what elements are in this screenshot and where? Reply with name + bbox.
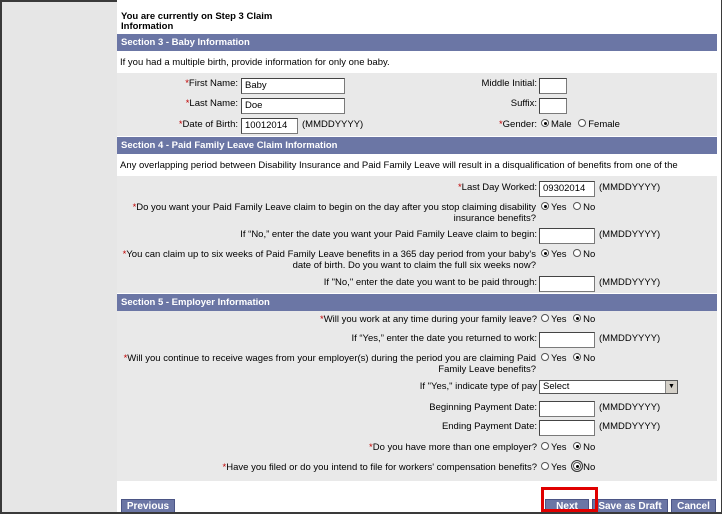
returned-to-work-input[interactable] — [539, 332, 595, 348]
pay-type-select[interactable] — [539, 380, 678, 394]
workers-comp-radio-group — [541, 462, 595, 473]
date-of-birth-input[interactable]: 10012014 — [241, 118, 298, 134]
suffix-input[interactable] — [539, 98, 567, 114]
multiple-employers-radio-group — [541, 442, 595, 453]
six-weeks-question: *You can claim up to six weeks of Paid Family Leave benefits in a 365 day period from your baby's date of birth. Do you want to claim the full six weeks now? — [122, 249, 536, 271]
cancel-button[interactable]: Cancel — [671, 499, 716, 512]
gender-radio-group — [541, 119, 620, 130]
section-3-header: Section 3 - Baby Information — [117, 34, 717, 51]
last-name-input[interactable]: Doe — [241, 98, 345, 114]
ending-payment-date-input[interactable] — [539, 420, 595, 436]
six-weeks-yes-label: Yes — [551, 249, 567, 260]
begin-claim-yes-label: Yes — [551, 202, 567, 213]
multiple-employers-no-radio[interactable] — [573, 442, 581, 450]
work-during-leave-no-radio[interactable] — [573, 314, 581, 322]
multiple-employers-no-label: No — [583, 442, 596, 453]
last-name-label: *Last Name: — [185, 98, 238, 109]
if-no-begin-date-input[interactable] — [539, 228, 595, 244]
pay-type-selected-value: Select — [543, 381, 570, 392]
workers-comp-question: *Have you filed or do you intend to file for workers' compensation benefits? — [222, 462, 537, 473]
ending-payment-date-format: (MMDDYYYY) — [599, 421, 661, 432]
gender-female-radio[interactable] — [578, 119, 586, 127]
continue-wages-yes-label: Yes — [551, 353, 567, 364]
continue-wages-no-radio[interactable] — [573, 353, 581, 361]
six-weeks-no-radio[interactable] — [573, 249, 581, 257]
section-4-header: Section 4 - Paid Family Leave Claim Information — [117, 137, 717, 154]
pay-type-label: If "Yes," indicate type of pay — [419, 381, 537, 392]
next-button-highlight — [541, 487, 598, 512]
continue-wages-radio-group — [541, 353, 595, 364]
middle-initial-input[interactable] — [539, 78, 567, 94]
section-5-header: Section 5 - Employer Information — [117, 294, 717, 311]
if-no-begin-date-label: If “No,” enter the date you want your Paid Family Leave claim to begin: — [240, 229, 537, 240]
chevron-down-icon: ▼ — [665, 381, 677, 393]
work-during-leave-question: *Will you work at any time during your family leave? — [319, 314, 537, 325]
begin-claim-no-label: No — [583, 202, 596, 213]
date-of-birth-label: *Date of Birth: — [178, 119, 238, 130]
multiple-employers-yes-label: Yes — [551, 442, 567, 453]
begin-claim-radio-group — [541, 202, 595, 213]
last-day-worked-label: *Last Day Worked: — [457, 182, 537, 193]
six-weeks-radio-group — [541, 249, 595, 260]
begin-claim-no-radio[interactable] — [573, 202, 581, 210]
first-name-input[interactable]: Baby — [241, 78, 345, 94]
work-during-leave-yes-label: Yes — [551, 314, 567, 325]
previous-button[interactable]: Previous — [121, 499, 175, 512]
suffix-label: Suffix: — [510, 98, 537, 109]
begin-claim-yes-radio[interactable] — [541, 202, 549, 210]
continue-wages-no-label: No — [583, 353, 596, 364]
multiple-employers-yes-radio[interactable] — [541, 442, 549, 450]
current-step-text: You are currently on Step 3 Claim Information — [121, 11, 273, 32]
gender-male-label: Male — [551, 119, 572, 130]
multiple-employers-question: *Do you have more than one employer? — [369, 442, 537, 453]
returned-to-work-format: (MMDDYYYY) — [599, 333, 661, 344]
save-as-draft-button[interactable]: Save as Draft — [592, 499, 668, 512]
six-weeks-no-label: No — [583, 249, 596, 260]
middle-initial-label: Middle Initial: — [481, 78, 537, 89]
if-no-begin-date-format: (MMDDYYYY) — [599, 229, 661, 240]
workers-comp-no-label: No — [583, 462, 596, 473]
gender-label: *Gender: — [498, 119, 537, 130]
gender-female-label: Female — [588, 119, 620, 130]
next-button[interactable]: Next — [545, 499, 589, 512]
six-weeks-yes-radio[interactable] — [541, 249, 549, 257]
continue-wages-question: *Will you continue to receive wages from your employer(s) during the period you are claiming Paid Family Leave benefits? — [123, 353, 536, 375]
beginning-payment-date-label: Beginning Payment Date: — [429, 402, 537, 413]
workers-comp-no-radio[interactable] — [573, 462, 581, 470]
continue-wages-yes-radio[interactable] — [541, 353, 549, 361]
returned-to-work-label: If “Yes,” enter the date you returned to work: — [351, 333, 537, 344]
claim-form-page — [117, 0, 721, 512]
workers-comp-yes-radio[interactable] — [541, 462, 549, 470]
work-during-leave-no-label: No — [583, 314, 596, 325]
work-during-leave-yes-radio[interactable] — [541, 314, 549, 322]
begin-claim-question: *Do you want your Paid Family Leave claim to begin on the day after you stop claiming disability insurance benefits? — [132, 202, 536, 224]
section-3-note: If you had a multiple birth, provide information for only one baby. — [120, 57, 390, 68]
beginning-payment-date-format: (MMDDYYYY) — [599, 402, 661, 413]
beginning-payment-date-input[interactable] — [539, 401, 595, 417]
last-day-worked-format: (MMDDYYYY) — [599, 182, 661, 193]
gender-male-radio[interactable] — [541, 119, 549, 127]
work-during-leave-radio-group — [541, 314, 595, 325]
ending-payment-date-label: Ending Payment Date: — [441, 421, 537, 432]
if-no-paid-through-format: (MMDDYYYY) — [599, 277, 661, 288]
first-name-label: *First Name: — [185, 78, 238, 89]
if-no-paid-through-label: If "No," enter the date you want to be paid through: — [323, 277, 537, 288]
workers-comp-yes-label: Yes — [551, 462, 567, 473]
if-no-paid-through-input[interactable] — [539, 276, 595, 292]
last-day-worked-input[interactable]: 09302014 — [539, 181, 595, 197]
section-4-note: Any overlapping period between Disability Insurance and Paid Family Leave will result in a disqualification of benefits from one of the — [120, 160, 678, 171]
date-of-birth-format: (MMDDYYYY) — [302, 119, 364, 130]
